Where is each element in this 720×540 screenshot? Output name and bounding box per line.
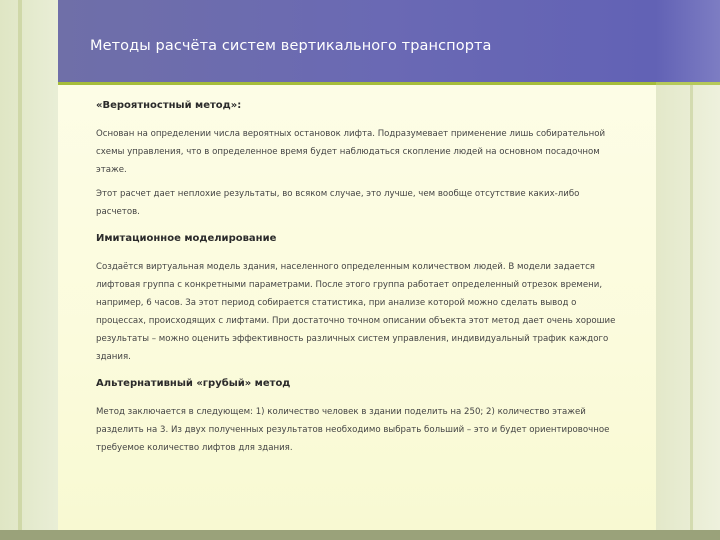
section-simulation-modeling <box>96 233 616 366</box>
slide-header-extension <box>656 0 720 82</box>
slide-title: Методы расчёта систем вертикального транспорта <box>90 38 492 54</box>
section-paragraph: Создаётся виртуальная модель здания, населенного определенным количеством людей. В модели задается лифтовая группа с конкретными параметрами. После этого группа работает определенный отрезок времени, например, 6 часов. За этот период собирается статистика, при анализе которой можно сделать вывод о процессах, происходящих с лифтами. При достаточно точном описании объекта этот метод дает очень хорошие результаты – можно оценить эффективность различных систем управления, индивидуальный трафик каждого здания. <box>96 262 616 362</box>
section-paragraph: Основан на определении числа вероятных остановок лифта. Подразумевает применение лишь собирательной схемы управления, что в определенное время будет наблюдаться скопление людей на основном посадочном этаже. <box>96 129 606 175</box>
section-paragraph: Метод заключается в следующем: 1) количество человек в здании поделить на 250; 2) количество этажей разделить на 3. Из двух полученных результатов необходимо выбрать больший – это и будет ориентировочное требуемое количество лифтов для здания. <box>96 407 610 453</box>
bottom-decor-bar <box>0 530 720 540</box>
section-rough-method <box>96 378 616 457</box>
section-heading: Альтернативный «грубый» метод <box>96 378 291 389</box>
section-paragraph: Этот расчет дает неплохие результаты, во всяком случае, это лучше, чем вообще отсутствие каких-либо расчетов. <box>96 189 580 217</box>
slide-body <box>96 100 616 463</box>
header-accent-line-extension <box>656 82 720 85</box>
left-decor-band <box>0 0 58 540</box>
section-heading: «Вероятностный метод»: <box>96 100 242 111</box>
section-probabilistic-method <box>96 100 616 221</box>
section-heading: Имитационное моделирование <box>96 233 277 244</box>
left-decor-stripe <box>18 0 22 540</box>
